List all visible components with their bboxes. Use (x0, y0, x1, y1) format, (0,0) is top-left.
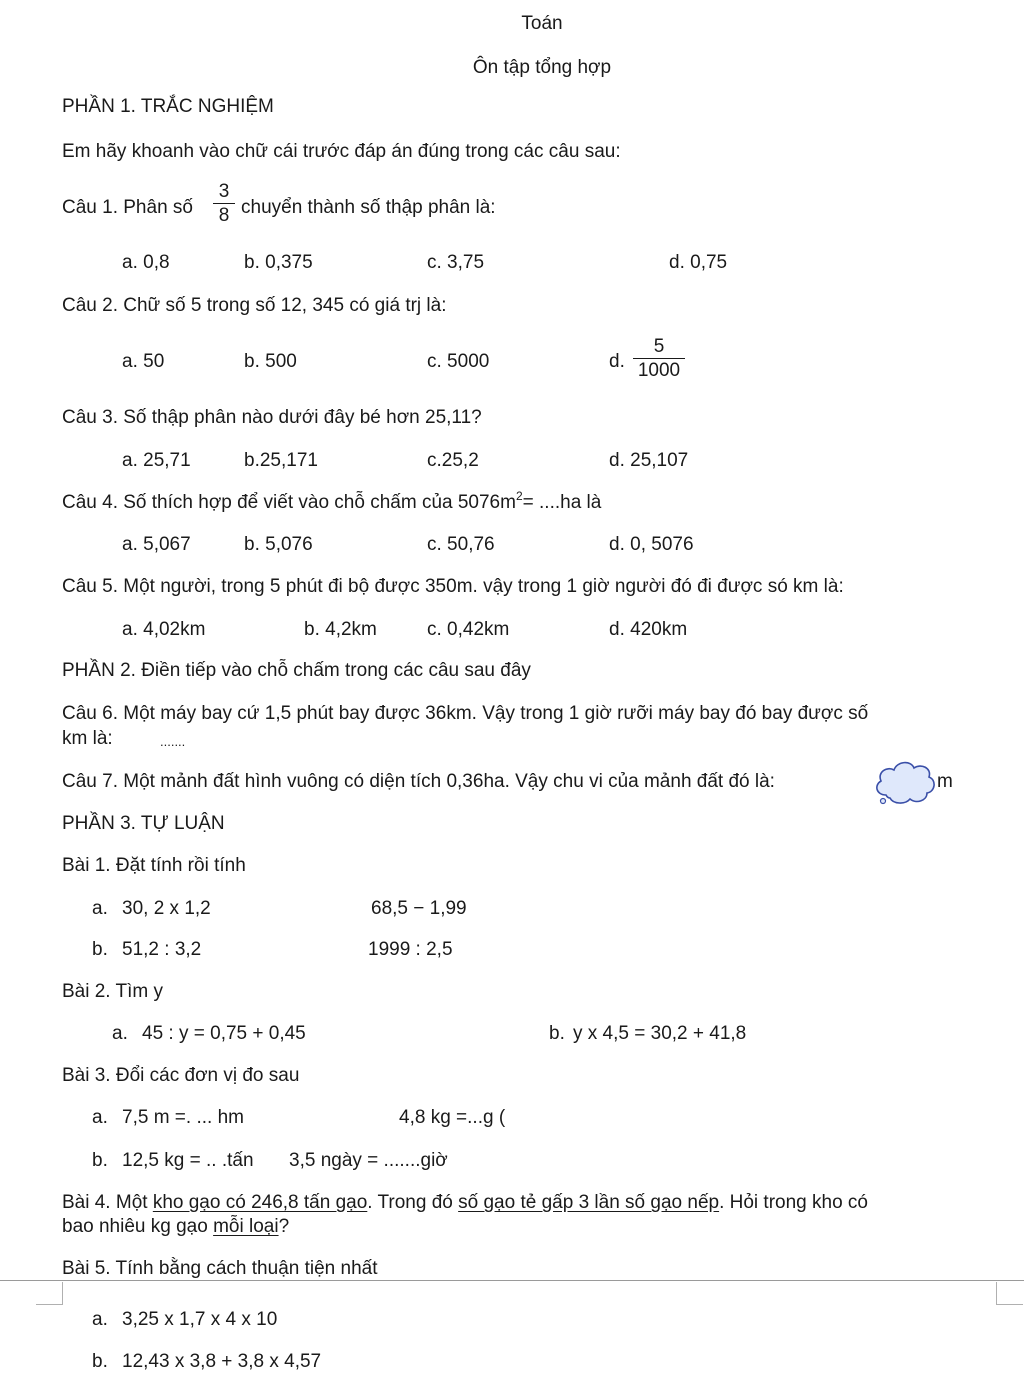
q4-option-a[interactable]: a. 5,067 (122, 534, 191, 555)
bai2-title: Bài 2. Tìm y (62, 981, 164, 1002)
bai3-b1: 12,5 kg = .. .tấn (122, 1150, 254, 1171)
bai3-a2: 4,8 kg =...g ( (399, 1107, 506, 1128)
bai4-line1 (62, 1193, 868, 1212)
q6-answer-dots[interactable]: ....... (160, 734, 186, 749)
bai2-a-label: a. (112, 1023, 128, 1044)
bai4-part2: . Trong đó (367, 1192, 459, 1213)
q4-option-d[interactable]: d. 0, 5076 (609, 534, 694, 555)
part1-title: PHẦN 1. TRẮC NGHIỆM (62, 96, 274, 117)
bai1-title: Bài 1. Đặt tính rồi tính (62, 855, 246, 876)
q4-superscript: 2 (515, 489, 523, 503)
q1-text-before: Câu 1. Phân số (62, 197, 193, 218)
q5-option-b[interactable]: b. 4,2km (304, 619, 377, 640)
q3-option-d[interactable]: d. 25,107 (609, 450, 689, 471)
bai3-b-label: b. (92, 1150, 108, 1171)
bai1-a1: 30, 2 x 1,2 (122, 898, 211, 919)
bai2-b-label: b. (549, 1023, 565, 1044)
bai5-b-expr: 12,43 x 3,8 + 3,8 x 4,57 (122, 1351, 322, 1372)
q1-option-a[interactable]: a. 0,8 (122, 252, 170, 273)
q6-line1: Câu 6. Một máy bay cứ 1,5 phút bay được 36km. Vậy trong 1 giờ rưỡi máy bay đó bay được số (62, 703, 869, 724)
bai2-b-expr: y x 4,5 = 30,2 + 41,8 (573, 1023, 747, 1044)
q4-option-b[interactable]: b. 5,076 (244, 534, 313, 555)
q1-fraction (213, 182, 235, 225)
cloud-shape-icon (872, 757, 938, 807)
q5-option-a[interactable]: a. 4,02km (122, 619, 206, 640)
bai4-underline1: kho gạo có 246,8 tấn gạo (152, 1192, 368, 1213)
bai2-a-expr: 45 : y = 0,75 + 0,45 (142, 1023, 306, 1044)
bai1-b2: 1999 : 2,5 (368, 939, 453, 960)
q2-d-den: 1000 (637, 360, 681, 381)
bai1-b-label: b. (92, 939, 108, 960)
bai1-a2: 68,5 − 1,99 (371, 898, 467, 919)
q5-option-d[interactable]: d. 420km (609, 619, 688, 640)
q4-option-c[interactable]: c. 50,76 (427, 534, 495, 555)
q1-option-b[interactable]: b. 0,375 (244, 252, 313, 273)
bai3-title: Bài 3. Đổi các đơn vị đo sau (62, 1065, 300, 1086)
q1-option-d[interactable]: d. 0,75 (669, 252, 728, 273)
q2-option-c[interactable]: c. 5000 (427, 351, 490, 372)
q3-option-c[interactable]: c.25,2 (427, 450, 479, 471)
bai3-a-label: a. (92, 1107, 108, 1128)
bai4-part1: Bài 4. Một (62, 1192, 153, 1213)
q2-option-a[interactable]: a. 50 (122, 351, 165, 372)
q2-option-b[interactable]: b. 500 (244, 351, 297, 372)
bai5-title: Bài 5. Tính bằng cách thuận tiện nhất (62, 1258, 378, 1279)
part3-title: PHẦN 3. TỰ LUẬN (62, 813, 225, 834)
bai1-b1: 51,2 : 3,2 (122, 939, 202, 960)
q6-line2: km là: (62, 728, 113, 749)
q4-text (62, 489, 602, 513)
q1-option-c[interactable]: c. 3,75 (427, 252, 485, 273)
q5-option-c[interactable]: c. 0,42km (427, 619, 510, 640)
bai4-part4: bao nhiêu kg gạo (62, 1216, 214, 1237)
q3-option-b[interactable]: b.25,171 (244, 450, 318, 471)
q1-text-after: chuyển thành số thập phân là: (241, 197, 496, 218)
subject-title: Toán (521, 13, 563, 34)
bai3-b2: 3,5 ngày = .......giờ (289, 1150, 448, 1171)
part1-instruction: Em hãy khoanh vào chữ cái trước đáp án đúng trong các câu sau: (62, 141, 621, 162)
q4-text-before: Câu 4. Số thích hợp để viết vào chỗ chấm của 5076m (62, 492, 516, 513)
bai5-a-label: a. (92, 1309, 108, 1330)
bai4-part5: ? (278, 1216, 290, 1237)
part2-title: PHẦN 2. Điền tiếp vào chỗ chấm trong các câu sau đây (62, 660, 531, 681)
bai4-underline2: số gạo tẻ gấp 3 lần số gạo nếp (458, 1192, 720, 1213)
bai5-b-label: b. (92, 1351, 108, 1372)
bai1-a-label: a. (92, 898, 108, 919)
bai3-a1: 7,5 m =. ... hm (122, 1107, 244, 1128)
q3-text: Câu 3. Số thập phân nào dưới đây bé hơn 25,11? (62, 407, 482, 428)
q5-text: Câu 5. Một người, trong 5 phút đi bộ được 350m. vậy trong 1 giờ người đó đi được só km là: (62, 576, 844, 597)
q1-frac-den: 8 (218, 205, 230, 226)
page-break-line (0, 1280, 1024, 1281)
q1-frac-num: 3 (218, 181, 230, 202)
page-corner-mark-right (996, 1282, 1023, 1305)
page-title: Ôn tập tổng hợp (472, 57, 612, 78)
bai5-a-expr: 3,25 x 1,7 x 4 x 10 (122, 1309, 278, 1330)
bai4-line2 (62, 1217, 289, 1236)
q2-option-d-label[interactable]: d. (609, 351, 625, 372)
q7-unit: m (937, 771, 953, 792)
q4-text-after: = ....ha là (522, 492, 602, 513)
q7-text: Câu 7. Một mảnh đất hình vuông có diện tích 0,36ha. Vậy chu vi của mảnh đất đó là: (62, 771, 775, 792)
q3-option-a[interactable]: a. 25,71 (122, 450, 191, 471)
bai4-underline3: mỗi loại (213, 1216, 279, 1237)
q2-d-num: 5 (653, 336, 665, 357)
q2-text: Câu 2. Chữ số 5 trong số 12, 345 có giá trj là: (62, 295, 447, 316)
page-corner-mark-left (36, 1282, 63, 1305)
q2-option-d-fraction[interactable] (633, 337, 685, 380)
bai4-part3: . Hỏi trong kho có (719, 1192, 868, 1213)
